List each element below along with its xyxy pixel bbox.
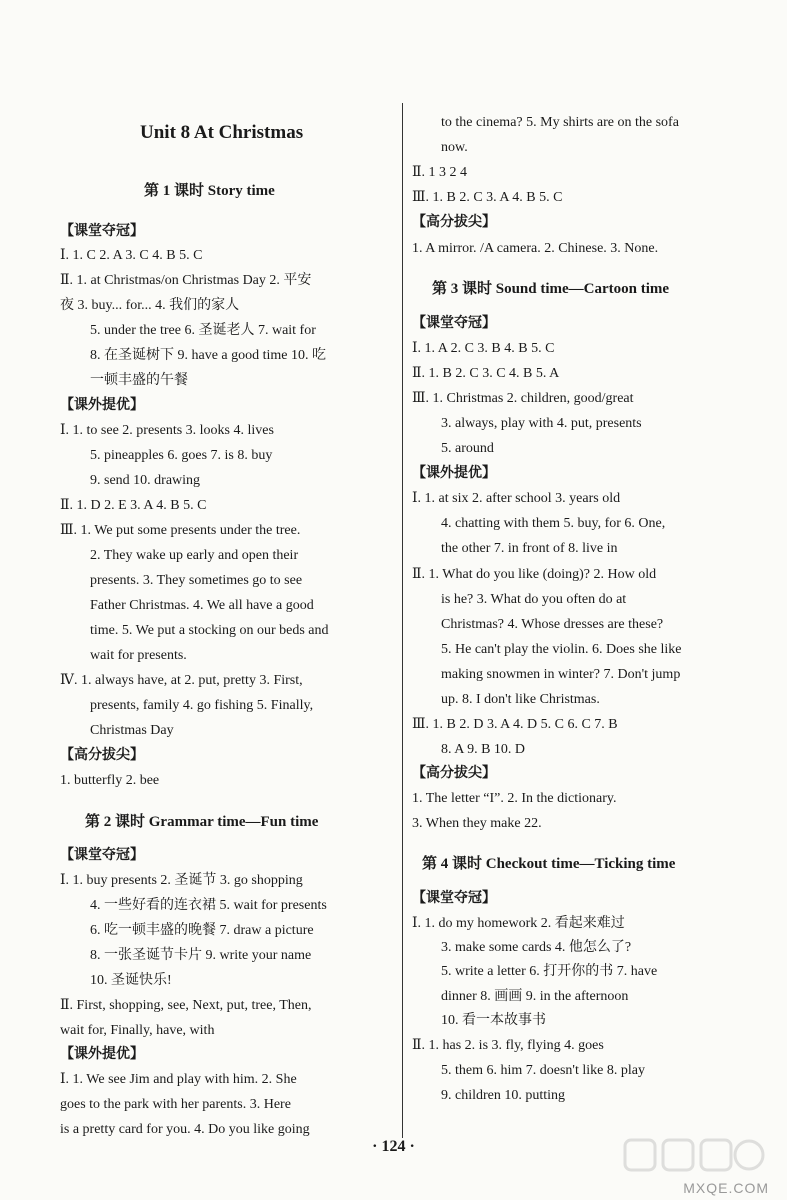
section-header: 【高分拔尖】	[412, 766, 496, 781]
answer-line: 1. butterfly 2. bee	[60, 773, 160, 788]
answer-line: Ⅲ. 1. We put some presents under the tree.	[60, 523, 301, 538]
answer-line: Ⅳ. 1. always have, at 2. put, pretty 3. First,	[60, 673, 303, 688]
answer-line: Ⅲ. 1. B 2. C 3. A 4. B 5. C	[412, 190, 563, 205]
answer-line: Ⅰ. 1. We see Jim and play with him. 2. She	[60, 1072, 297, 1087]
answer-line: 10. 看一本故事书	[441, 1013, 546, 1028]
answer-line: Ⅱ. First, shopping, see, Next, put, tree, Then,	[60, 998, 312, 1013]
lesson-1-title: 第 1 课时 Story time	[144, 183, 275, 199]
answer-line: Ⅰ. 1. buy presents 2. 圣诞节 3. go shopping	[60, 873, 303, 888]
answer-line: 5. around	[441, 441, 494, 456]
answer-line: Ⅱ. 1. has 2. is 3. fly, flying 4. goes	[412, 1038, 604, 1053]
answer-line: up. 8. I don't like Christmas.	[441, 692, 600, 707]
section-header: 【课堂夺冠】	[412, 316, 496, 331]
lesson-4-title: 第 4 课时 Checkout time—Ticking time	[422, 856, 676, 872]
answer-line: 5. write a letter 6. 打开你的书 7. have	[441, 964, 658, 979]
answer-line: 一顿丰盛的午餐	[90, 373, 188, 388]
answer-line: 1. A mirror. /A camera. 2. Chinese. 3. None.	[412, 241, 659, 256]
section-header: 【课堂夺冠】	[60, 848, 144, 863]
answer-line: Christmas Day	[90, 723, 174, 738]
answer-line: dinner 8. 画画 9. in the afternoon	[441, 989, 629, 1004]
answer-line: presents. 3. They sometimes go to see	[90, 573, 303, 588]
answer-line: time. 5. We put a stocking on our beds and	[90, 623, 329, 638]
answer-line: the other 7. in front of 8. live in	[441, 541, 618, 556]
answer-line: 5. under the tree 6. 圣诞老人 7. wait for	[90, 323, 316, 338]
answer-line: 2. They wake up early and open their	[90, 548, 299, 563]
answer-line: 4. chatting with them 5. buy, for 6. One,	[441, 516, 666, 531]
page-number: · 124 ·	[372, 1138, 415, 1155]
answer-line: Ⅱ. 1 3 2 4	[412, 165, 468, 180]
answer-line: Ⅰ. 1. at six 2. after school 3. years old	[412, 491, 621, 506]
section-header: 【课堂夺冠】	[60, 224, 144, 239]
answer-line: making snowmen in winter? 7. Don't jump	[441, 667, 681, 682]
answer-line: Ⅰ. 1. to see 2. presents 3. looks 4. lives	[60, 423, 274, 438]
answer-line: 3. When they make 22.	[412, 816, 542, 831]
lesson-3-title: 第 3 课时 Sound time—Cartoon time	[432, 281, 670, 297]
section-header: 【课外提优】	[412, 466, 496, 481]
answer-line: Ⅰ. 1. do my homework 2. 看起来难过	[412, 916, 625, 931]
answer-line: Ⅱ. 1. B 2. C 3. C 4. B 5. A	[412, 366, 560, 381]
answer-line: Ⅲ. 1. Christmas 2. children, good/great	[412, 391, 634, 406]
answer-line: 8. 一张圣诞节卡片 9. write your name	[90, 948, 312, 963]
answer-line: 9. send 10. drawing	[90, 473, 201, 488]
lesson-2-title: 第 2 课时 Grammar time—Fun time	[85, 814, 319, 830]
answer-line: Ⅱ. 1. D 2. E 3. A 4. B 5. C	[60, 498, 207, 513]
answer-line: 6. 吃一顿丰盛的晚餐 7. draw a picture	[90, 923, 314, 938]
section-header: 【高分拔尖】	[60, 748, 144, 763]
section-header: 【课堂夺冠】	[412, 891, 496, 906]
answer-line: Ⅲ. 1. B 2. D 3. A 4. D 5. C 6. C 7. B	[412, 717, 618, 732]
answer-line: 8. A 9. B 10. D	[441, 742, 526, 757]
answer-line: 5. pineapples 6. goes 7. is 8. buy	[90, 448, 273, 463]
answer-line: Ⅰ. 1. A 2. C 3. B 4. B 5. C	[412, 341, 555, 356]
answer-line: 5. He can't play the violin. 6. Does she like	[441, 642, 682, 657]
answer-line: is a pretty card for you. 4. Do you like going	[60, 1122, 310, 1137]
answer-line: 夜 3. buy... for... 4. 我们的家人	[60, 298, 240, 313]
section-header: 【课外提优】	[60, 1047, 144, 1062]
answer-line: 3. always, play with 4. put, presents	[441, 416, 642, 431]
section-header: 【高分拔尖】	[412, 215, 496, 230]
answer-line: 1. The letter “I”. 2. In the dictionary.	[412, 791, 617, 806]
answer-line: Ⅱ. 1. at Christmas/on Christmas Day 2. 平安	[60, 273, 312, 288]
answer-line: presents, family 4. go fishing 5. Finally,	[90, 698, 314, 713]
answer-line: to the cinema? 5. My shirts are on the sofa	[441, 115, 679, 130]
answer-line: wait for, Finally, have, with	[60, 1023, 215, 1038]
answer-line: 10. 圣诞快乐!	[90, 973, 172, 988]
answer-line: wait for presents.	[90, 648, 187, 663]
answer-line: goes to the park with her parents. 3. Here	[60, 1097, 291, 1112]
answer-line: 5. them 6. him 7. doesn't like 8. play	[441, 1063, 645, 1078]
answer-line: 8. 在圣诞树下 9. have a good time 10. 吃	[90, 348, 327, 363]
answer-line: now.	[441, 140, 468, 155]
answer-line: Father Christmas. 4. We all have a good	[90, 598, 314, 613]
answer-line: Ⅱ. 1. What do you like (doing)? 2. How old	[412, 567, 657, 582]
answer-line: 9. children 10. putting	[441, 1088, 566, 1103]
watermark-text: MXQE.COM	[683, 1180, 769, 1196]
answer-line: is he? 3. What do you often do at	[441, 592, 627, 607]
answer-line: Christmas? 4. Whose dresses are these?	[441, 617, 664, 632]
unit-title: Unit 8 At Christmas	[140, 122, 304, 143]
answer-line: 3. make some cards 4. 他怎么了?	[441, 940, 632, 955]
answer-line: 4. 一些好看的连衣裙 5. wait for presents	[90, 898, 327, 913]
answer-line: Ⅰ. 1. C 2. A 3. C 4. B 5. C	[60, 248, 203, 263]
section-header: 【课外提优】	[60, 398, 144, 413]
column-divider	[402, 103, 403, 1138]
